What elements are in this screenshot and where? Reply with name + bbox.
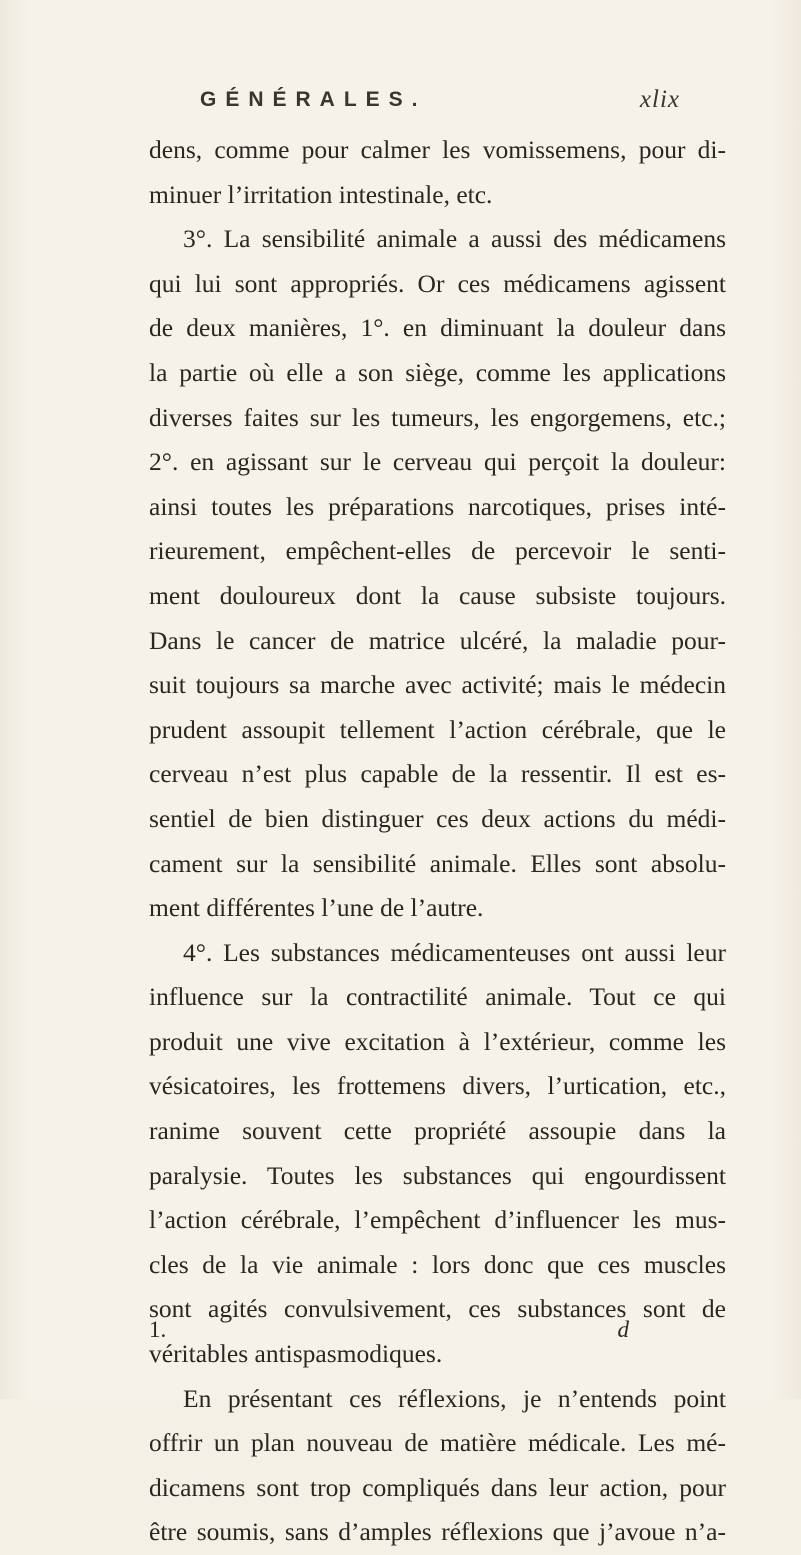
text-line: produit une vive excitation à l’extérieur, comme les — [149, 1026, 726, 1056]
text-line: paralysie. Toutes les substances qui engourdissent — [149, 1160, 726, 1190]
page-header — [200, 82, 680, 118]
text-line: 2°. en agissant sur le cerveau qui perçoit la douleur: — [149, 447, 726, 477]
text-line: ainsi toutes les préparations narcotiques, prises inté- — [149, 491, 726, 521]
text-line: qui lui sont appropriés. Or ces médicamens agissent — [149, 268, 726, 298]
signature-number: 1. — [149, 1317, 167, 1342]
text-line: ranime souvent cette propriété assoupie dans la — [149, 1116, 726, 1146]
text-line: influence sur la contractilité animale. Tout ce qui — [149, 982, 726, 1012]
text-line: rieurement, empêchent-elles de percevoir le senti- — [149, 536, 726, 566]
signature-letter: d — [617, 1317, 629, 1342]
text-line: ment douloureux dont la cause subsiste toujours. — [149, 580, 726, 610]
text-line: ment différentes l’une de l’autre. — [149, 893, 484, 923]
text-line: cerveau n’est plus capable de la ressentir. Il est es- — [149, 759, 726, 789]
text-line: cles de la vie animale : lors donc que ces muscles — [149, 1249, 726, 1279]
text-line: suit toujours sa marche avec activité; mais le médecin — [149, 670, 726, 700]
text-line: dicamens sont trop compliqués dans leur action, pour — [149, 1472, 726, 1502]
text-line: 3°. La sensibilité animale a aussi des médicamens — [183, 224, 726, 254]
text-line: être soumis, sans d’amples réflexions que j’avoue n’a- — [149, 1517, 726, 1547]
text-line: véritables antispasmodiques. — [149, 1339, 443, 1369]
text-line: sentiel de bien distinguer ces deux actions du médi- — [149, 803, 726, 833]
text-line: l’action cérébrale, l’empêchent d’influencer les mus- — [149, 1205, 726, 1235]
running-head: GÉNÉRALES. — [200, 88, 427, 111]
text-line: dens, comme pour calmer les vomissemens, pour di- — [149, 135, 726, 164]
text-line: de deux manières, 1°. en diminuant la douleur dans — [149, 313, 726, 343]
text-line: prudent assoupit tellement l’action cérébrale, que le — [149, 714, 726, 744]
text-line: En présentant ces réflexions, je n’entends point — [183, 1383, 726, 1413]
text-line: la partie où elle a son siège, comme les applications — [149, 357, 726, 387]
page-number: xlix — [639, 86, 680, 113]
text-line: minuer l’irritation intestinale, etc. — [149, 179, 493, 209]
text-line: Dans le cancer de matrice ulcéré, la maladie pour- — [149, 625, 726, 655]
text-line: sont agités convulsivement, ces substances sont de — [149, 1294, 726, 1324]
text-line: vésicatoires, les frottemens divers, l’urtication, etc., — [149, 1071, 726, 1101]
text-line: diverses faites sur les tumeurs, les engorgemens, etc.; — [149, 402, 726, 432]
signature-mark — [149, 1312, 629, 1348]
text-line: 4°. Les substances médicamenteuses ont aussi leur — [183, 937, 726, 967]
text-line: cament sur la sensibilité animale. Elles sont absolu- — [149, 848, 726, 878]
text-line: offrir un plan nouveau de matière médicale. Les mé- — [149, 1428, 726, 1458]
